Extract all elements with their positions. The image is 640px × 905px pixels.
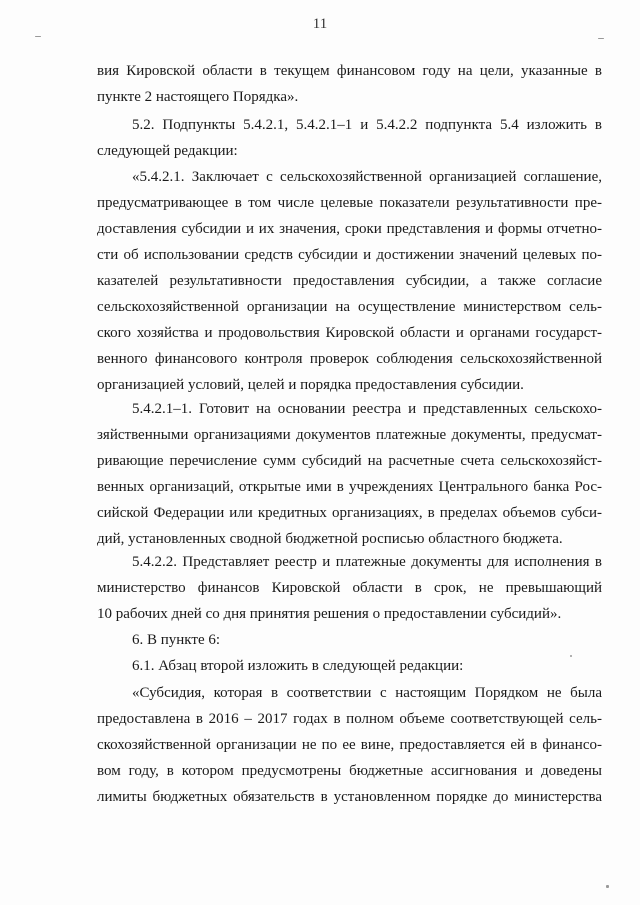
text-line: венных организаций, открытые ими в учреждениях Центрального банка Рос- — [97, 479, 602, 495]
text-line: дий, установленных сводной бюджетной росписью областного бюджета. — [97, 531, 563, 547]
text-line: 6.1. Абзац второй изложить в следующей редакции: — [132, 658, 464, 674]
text-line: «Субсидия, которая в соответствии с настоящим Порядком не была — [132, 685, 602, 701]
paragraph-subsidy — [97, 680, 602, 810]
paragraph-6-1 — [97, 653, 602, 679]
text-line: доставления субсидии и их значения, сроки представления и формы отчетно- — [97, 221, 602, 237]
text-line: скохозяйственной организации не по ее вине, предоставляется ей в финансо- — [97, 737, 602, 753]
paragraph-5-2 — [97, 112, 602, 164]
text-line: 5.2. Подпункты 5.4.2.1, 5.4.2.1–1 и 5.4.2.2 подпункта 5.4 изложить в — [132, 117, 602, 133]
text-line: зяйственными организациями документов платежные документы, предусмат- — [97, 427, 602, 443]
text-line: министерство финансов Кировской области в срок, не превышающий — [97, 580, 602, 596]
text-line: сти об использовании средств субсидии и достижении значений целевых по- — [97, 247, 602, 263]
text-line: 5.4.2.1–1. Готовит на основании реестра и представленных сельскохо- — [132, 401, 602, 417]
paragraph-5-4-2-1-1 — [97, 396, 602, 552]
scan-speck — [598, 38, 604, 39]
text-line: венного финансового контроля проверок соблюдения сельскохозяйственной — [97, 351, 602, 367]
text-line: сельскохозяйственной организации на осуществление министерством сель- — [97, 299, 602, 315]
text-line: «5.4.2.1. Заключает с сельскохозяйственной организацией соглашение, — [132, 169, 602, 185]
text-line: вия Кировской области в текущем финансовом году на цели, указанные в — [97, 63, 602, 79]
text-line: 5.4.2.2. Представляет реестр и платежные документы для исполнения в — [132, 554, 602, 570]
paragraph-5-4-2-2 — [97, 549, 602, 627]
scan-speck — [35, 36, 41, 37]
paragraph-5-4-2-1 — [97, 164, 602, 398]
paragraph-6 — [97, 627, 602, 653]
text-line: следующей редакции: — [97, 143, 238, 159]
scan-speck — [606, 885, 609, 888]
text-line: предусматривающее в том числе целевые показатели результативности пре- — [97, 195, 602, 211]
text-line: вом году, в котором предусмотрены бюджетные ассигнования и доведены — [97, 763, 602, 779]
text-line: пункте 2 настоящего Порядка». — [97, 89, 299, 105]
text-line: 6. В пункте 6: — [132, 632, 221, 648]
page-number: 11 — [312, 16, 328, 32]
text-line: ривающие перечисление сумм субсидий на расчетные счета сельскохозяйст- — [97, 453, 602, 469]
text-line: 10 рабочих дней со дня принятия решения о предоставлении субсидий». — [97, 606, 562, 622]
text-line: сийской Федерации или кредитных организациях, в пределах объемов субси- — [97, 505, 602, 521]
text-line: ского хозяйства и продовольствия Кировской области и органами государст- — [97, 325, 602, 341]
text-line: предоставлена в 2016 – 2017 годах в полном объеме соответствующей сель- — [97, 711, 602, 727]
text-line: лимиты бюджетных обязательств в установленном порядке до министерства — [97, 789, 602, 805]
paragraph-continuation — [97, 58, 602, 110]
text-line: организацией условий, целей и порядка предоставления субсидии. — [97, 377, 524, 393]
text-line: казателей результативности предоставления субсидии, а также согласие — [97, 273, 602, 289]
